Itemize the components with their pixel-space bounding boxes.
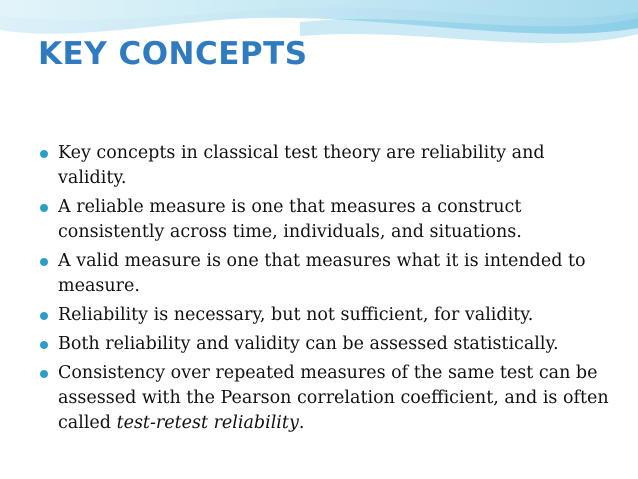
- bullet-text: A valid measure is one that measures what it is intended to measure.: [58, 251, 586, 296]
- bullet-item: [40, 249, 615, 299]
- bullet-dot-icon: [40, 370, 48, 378]
- bullet-list: [40, 141, 615, 440]
- bullet-item: [40, 303, 615, 328]
- bullet-dot-icon: [40, 312, 48, 320]
- bullet-dot-icon: [40, 204, 48, 212]
- bullet-dot-icon: [40, 258, 48, 266]
- bullet-text: A reliable measure is one that measures a construct consistently across time, individuals, and situations.: [58, 197, 522, 242]
- bullet-item: [40, 361, 615, 436]
- bullet-emphasis: test-retest reliability: [116, 413, 299, 433]
- slide-title: KEY CONCEPTS: [38, 36, 308, 72]
- bullet-dot-icon: [40, 341, 48, 349]
- bullet-text: Key concepts in classical test theory are reliability and validity.: [58, 143, 545, 188]
- bullet-item: [40, 141, 615, 191]
- bullet-text: Both reliability and validity can be assessed statistically.: [58, 334, 559, 354]
- bullet-suffix: .: [298, 413, 305, 433]
- bullet-text: Reliability is necessary, but not sufficient, for validity.: [58, 305, 534, 325]
- bullet-text: Consistency over repeated measures of the same test can be assessed with the Pearson correlation coefficient, and is often called: [58, 363, 609, 433]
- bullet-item: [40, 195, 615, 245]
- bullet-dot-icon: [40, 150, 48, 158]
- bullet-item: [40, 332, 615, 357]
